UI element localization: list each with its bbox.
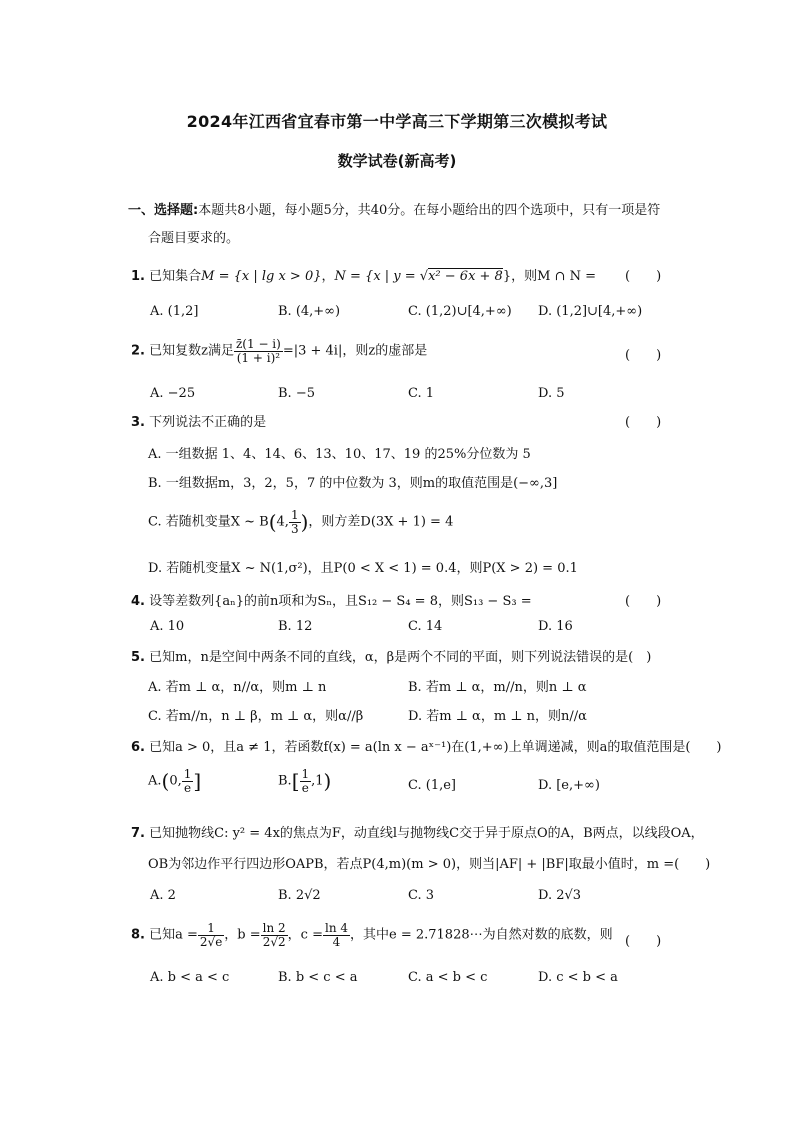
fraction-denominator: (1 + i)² (236, 350, 281, 365)
section-heading: 一、选择题: (128, 203, 199, 218)
fraction-numerator: 1 (301, 767, 310, 781)
question-2 (131, 338, 427, 364)
fraction (182, 768, 194, 794)
fraction (300, 768, 312, 794)
fraction-c (323, 922, 350, 948)
question-5 (131, 646, 651, 665)
question-number: 3. (131, 415, 145, 430)
right-bracket: ) (323, 769, 332, 794)
option-b (278, 768, 331, 794)
question-text: 已知复数z满足 (149, 343, 234, 359)
separator: ， (321, 269, 335, 284)
option-c (148, 509, 453, 535)
fraction (234, 338, 283, 364)
question-6 (131, 736, 721, 755)
question-text: 已知a = (149, 927, 198, 943)
question-number: 2. (131, 343, 145, 359)
option-a: A. 10 (150, 619, 185, 634)
option-c: C. 14 (408, 619, 443, 634)
option-b: B. 12 (278, 619, 313, 634)
binomial-n: 4, (276, 514, 289, 530)
fraction-denominator: 3 (290, 521, 299, 536)
question-tail: ，则M ∩ N = (511, 269, 596, 284)
option-letter: A. (148, 773, 162, 789)
question-8 (131, 922, 613, 948)
option-a (148, 768, 201, 794)
question-number: 7. (131, 826, 145, 841)
fraction (289, 509, 301, 535)
question-text: 设等差数列{aₙ}的前n项和为Sₙ，且S₁₂ − S₄ = 8，则S₁₃ − S₃ = (149, 594, 532, 609)
fraction-b (261, 922, 288, 948)
option-a: A. 若m ⊥ α，n//α，则m ⊥ n (148, 680, 327, 695)
exam-subtitle: 数学试卷(新高考) (337, 152, 457, 170)
question-tail: ，则z的虚部是 (342, 343, 428, 359)
left-bracket: [ (291, 769, 300, 794)
fraction-numerator: z̄(1 − i) (235, 337, 281, 351)
question-text: 已知集合 (149, 269, 202, 284)
option-c: C. (1,e] (408, 778, 456, 793)
radicand: x² − 6x + 8 (428, 269, 503, 284)
fraction-numerator: 1 (183, 767, 192, 781)
answer-paren: ( ) (625, 415, 662, 430)
option-letter: B. (278, 773, 292, 789)
set-n-prefix: N = {x | y = √ (334, 269, 429, 284)
question-text: 已知a > 0，且a ≠ 1，若函数f(x) = a(ln x − aˣ⁻¹)在(1,+∞)上单调递减，则a的取值范围是( ) (149, 740, 722, 755)
fraction-numerator: 1 (290, 508, 299, 522)
fraction-denominator: 2√2 (262, 934, 286, 949)
fraction-denominator: e (184, 780, 192, 795)
answer-paren: ( ) (625, 269, 662, 284)
option-c-prefix: C. 若随机变量X ~ B (148, 514, 269, 530)
set-m: M = {x | lg x > 0} (201, 269, 322, 284)
option-b: B. −5 (278, 386, 315, 401)
option-a: A. b < a < c (150, 970, 230, 985)
question-7 (131, 822, 704, 841)
section-heading-line (128, 199, 660, 218)
option-d: D. c < b < a (538, 970, 618, 985)
section-intro-2: 合题目要求的。 (148, 231, 240, 246)
option-d: D. 若随机变量X ~ N(1,σ²)，且P(0 < X < 1) = 0.4，则P(X > 2) = 0.1 (148, 561, 578, 576)
option-d: D. 2√3 (538, 888, 582, 903)
b-prefix: ，b = (224, 927, 261, 943)
c-prefix: ，c = (287, 927, 323, 943)
answer-paren: ( ) (625, 348, 662, 363)
option-b: B. b < c < a (278, 970, 358, 985)
fraction-denominator: e (301, 780, 309, 795)
option-d: D. (1,2]∪[4,+∞) (538, 304, 643, 319)
option-d: D. 16 (538, 619, 573, 634)
option-c: C. 1 (408, 386, 435, 401)
question-number: 8. (131, 927, 145, 943)
question-text: 已知m，n是空间中两条不同的直线，α，β是两个不同的平面，则下列说法错误的是( ) (149, 650, 652, 665)
question-number: 6. (131, 740, 145, 755)
option-a: A. 2 (150, 888, 176, 903)
answer-paren: ( ) (625, 594, 662, 609)
option-d: D. [e,+∞) (538, 778, 600, 793)
exam-title: 2024年江西省宜春市第一中学高三下学期第三次模拟考试 (186, 112, 608, 131)
question-text-line-1: 已知抛物线C: y² = 4x的焦点为F，动直线l与抛物线C交于异于原点O的A，B两点，以线段OA， (149, 826, 704, 841)
question-3 (131, 411, 266, 430)
left-bracket: ( (161, 769, 170, 794)
option-a: A. (1,2] (150, 304, 199, 319)
option-d: D. 若m ⊥ α，m ⊥ n，则n//α (408, 709, 587, 724)
fraction-numerator: ln 2 (262, 921, 286, 935)
equation: =|3 + 4i| (282, 343, 343, 359)
fraction-denominator: 4 (332, 934, 341, 949)
question-number: 5. (131, 650, 145, 665)
fraction-numerator: 1 (198, 922, 224, 936)
option-c: C. (1,2)∪[4,+∞) (408, 304, 512, 319)
right-paren: ) (300, 510, 309, 535)
set-n-close: } (502, 269, 512, 284)
question-number: 1. (131, 269, 145, 284)
option-c: C. a < b < c (408, 970, 488, 985)
fraction-denominator: 2√e (199, 934, 223, 949)
question-text: 下列说法不正确的是 (149, 415, 267, 430)
option-a: A. 一组数据 1、4、14、6、13、10、17、19 的25%分位数为 5 (148, 447, 531, 462)
question-number: 4. (131, 594, 145, 609)
option-a: A. −25 (150, 386, 196, 401)
option-b: B. 一组数据m，3，2，5，7 的中位数为 3，则m的取值范围是(−∞,3] (148, 476, 558, 491)
answer-paren: ( ) (625, 934, 662, 949)
option-b: B. 2√2 (278, 888, 321, 903)
question-text-line-2: OB为邻边作平行四边形OAPB，若点P(4,m)(m > 0)，则当|AF| + |BF|取最小值时，m =( ) (148, 857, 711, 872)
question-4 (131, 590, 532, 609)
question-tail: ，其中e = 2.71828⋯为自然对数的底数，则 (350, 927, 613, 943)
right-bracket: ] (193, 769, 202, 794)
fraction-numerator: ln 4 (324, 921, 348, 935)
option-c: C. 若m//n，n ⊥ β，m ⊥ α，则α//β (148, 709, 364, 724)
interval-left: 0, (169, 773, 182, 789)
section-intro-1: 本题共8小题，每小题5分，共40分。在每小题给出的四个选项中，只有一项是符 (198, 203, 661, 218)
fraction-a (198, 922, 224, 948)
option-d: D. 5 (538, 386, 565, 401)
option-b: B. 若m ⊥ α，m//n，则n ⊥ α (408, 680, 587, 695)
left-paren: ( (268, 510, 277, 535)
interval-right: ,1 (311, 773, 324, 789)
question-1 (131, 265, 596, 284)
option-c: C. 3 (408, 888, 435, 903)
option-b: B. (4,+∞) (278, 304, 341, 319)
option-c-suffix: ，则方差D(3X + 1) = 4 (308, 514, 454, 530)
